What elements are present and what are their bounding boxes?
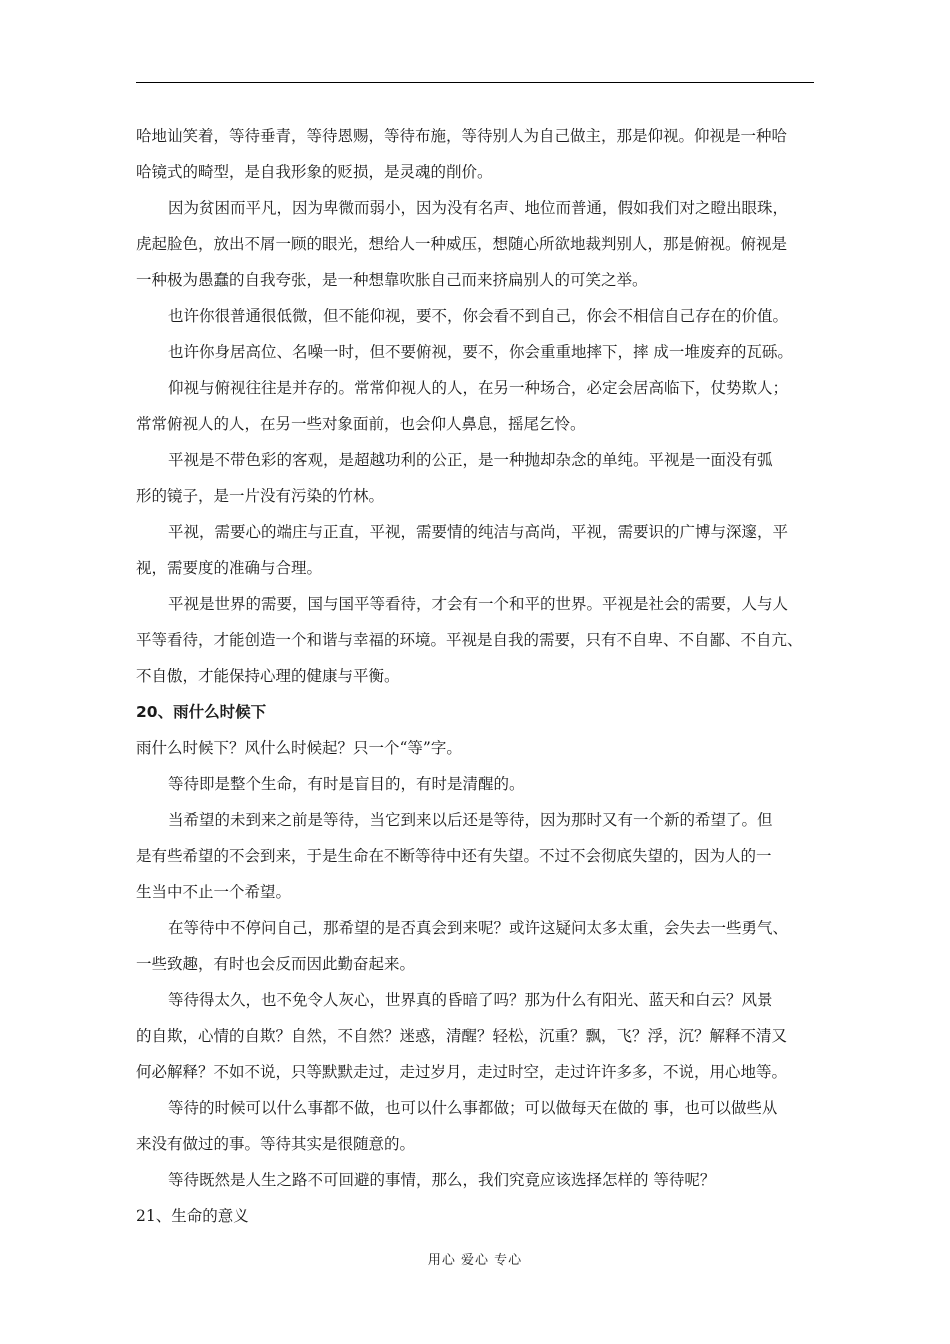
- text-line: 等待既然是人生之路不可回避的事情，那么，我们究竟应该选择怎样的 等待呢？: [168, 1171, 716, 1189]
- text-line: 的自欺，心情的自欺？自然，不自然？迷惑，清醒？轻松，沉重？飘，飞？浮，沉？解释不清又: [136, 1027, 788, 1045]
- page-footer: 用心 爱心 专心: [427, 1253, 523, 1268]
- text-line: 形的镜子，是一片没有污染的竹林。: [136, 487, 385, 505]
- text-line: 当希望的未到来之前是等待，当它到来以后还是等待，因为那时又有一个新的希望了。但: [168, 811, 773, 829]
- text-line: 一些致趣，有时也会反而因此勤奋起来。: [136, 955, 416, 973]
- text-line: 生当中不止一个希望。: [136, 883, 292, 901]
- text-line: 等待即是整个生命，有时是盲目的，有时是清醒的。: [168, 775, 525, 793]
- section-heading: 20、雨什么时候下: [136, 703, 267, 721]
- text-line: 平视，需要心的端庄与正直，平视，需要情的纯洁与高尚，平视，需要识的广博与深邃，平: [168, 523, 789, 541]
- text-line: 也许你身居高位、名噪一时，但不要俯视，要不，你会重重地摔下，摔 成一堆废弃的瓦砾。: [168, 343, 793, 361]
- text-line: 何必解释？不如不说，只等默默走过，走过岁月，走过时空，走过许许多多，不说，用心地等。: [136, 1063, 788, 1081]
- text-line: 也许你很普通很低微，但不能仰视，要不，你会看不到自己，你会不相信自己存在的价值。: [168, 307, 789, 325]
- text-line: 仰视与俯视往往是并存的。常常仰视人的人，在另一种场合，必定会居高临下，仗势欺人；: [168, 379, 789, 397]
- text-line: 一种极为愚蠢的自我夸张，是一种想靠吹胀自己而来挤扁别人的可笑之举。: [136, 271, 648, 289]
- text-line: 等待的时候可以什么事都不做，也可以什么事都做；可以做每天在做的 事，也可以做些从: [168, 1099, 778, 1117]
- text-line: 平视是世界的需要，国与国平等看待，才会有一个和平的世界。平视是社会的需要，人与人: [168, 595, 789, 613]
- text-line: 因为贫困而平凡，因为卑微而弱小，因为没有名声、地位而普通，假如我们对之瞪出眼珠，: [168, 199, 789, 217]
- text-line: 来没有做过的事。等待其实是很随意的。: [136, 1135, 416, 1153]
- text-line: 常常俯视人的人，在另一些对象面前，也会仰人鼻息，摇尾乞怜。: [136, 415, 586, 433]
- text-line: 平视是不带色彩的客观，是超越功利的公正，是一种抛却杂念的单纯。平视是一面没有弧: [168, 451, 773, 469]
- header-rule: [136, 82, 814, 83]
- text-line: 21、生命的意义: [136, 1207, 249, 1225]
- text-line: 在等待中不停问自己，那希望的是否真会到来呢？或许这疑问太多太重，会失去一些勇气、: [168, 919, 789, 937]
- text-line: 哈镜式的畸型，是自我形象的贬损，是灵魂的削价。: [136, 163, 493, 181]
- text-line: 哈地讪笑着，等待垂青，等待恩赐，等待布施，等待别人为自己做主，那是仰视。仰视是一种哈: [136, 127, 788, 145]
- text-line: 等待得太久，也不免令人灰心，世界真的昏暗了吗？那为什么有阳光、蓝天和白云？风景: [168, 991, 773, 1009]
- text-line: 雨什么时候下？风什么时候起？只一个“等”字。: [136, 739, 462, 757]
- text-line: 视，需要度的准确与合理。: [136, 559, 323, 577]
- document-body: [136, 118, 816, 1234]
- text-line: 不自傲，才能保持心理的健康与平衡。: [136, 667, 400, 685]
- text-line: 是有些希望的不会到来，于是生命在不断等待中还有失望。不过不会彻底失望的，因为人的一: [136, 847, 772, 865]
- text-line: 平等看待，才能创造一个和谐与幸福的环境。平视是自我的需要，只有不自卑、不自鄙、不自亢、: [136, 631, 803, 649]
- text-line: 虎起脸色，放出不屑一顾的眼光，想给人一种威压，想随心所欲地裁判别人，那是俯视。俯视是: [136, 235, 788, 253]
